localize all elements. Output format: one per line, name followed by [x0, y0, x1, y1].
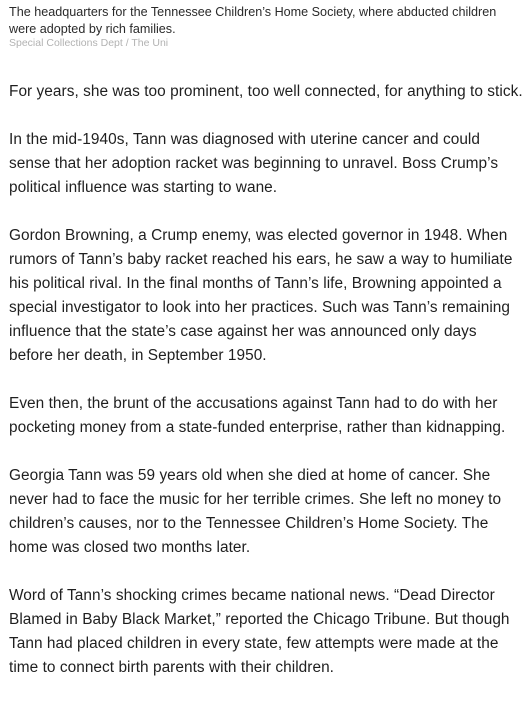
image-caption: The headquarters for the Tennessee Children’s Home Society, where abducted children were adopted by rich families. — [9, 5, 497, 36]
article-body — [9, 80, 523, 680]
paragraph: For years, she was too prominent, too well connected, for anything to stick. — [9, 83, 523, 100]
article — [9, 0, 523, 704]
paragraph: In the mid-1940s, Tann was diagnosed with uterine cancer and could sense that her adoption racket was beginning to unravel. Boss Crump’s political influence was starting to wane. — [9, 131, 499, 196]
paragraph: Even then, the brunt of the accusations against Tann had to do with her pocketing money from a state-funded enterprise, rather than kidnapping. — [9, 395, 506, 436]
paragraph: Word of Tann’s shocking crimes became national news. “Dead Director Blamed in Baby Black Market,” reported the Chicago Tribune. But though Tann had placed children in every state, few attempts were made at the time to connect birth parents with their children. — [9, 587, 510, 676]
photo-credit: Special Collections Dept / The Uni — [9, 37, 169, 49]
paragraph: Georgia Tann was 59 years old when she died at home of cancer. She never had to face the music for her terrible crimes. She left no money to children’s causes, nor to the Tennessee Children’s Home Society. The home was closed two months later. — [9, 467, 502, 556]
paragraph: Gordon Browning, a Crump enemy, was elected governor in 1948. When rumors of Tann’s baby racket reached his ears, he saw a way to humiliate his political rival. In the final months of Tann’s life, Browning appointed a special investigator to look into her practices. Such was Tann’s remaining influence that the state’s case against her was announced only days before her death, in September 1950. — [9, 227, 513, 364]
